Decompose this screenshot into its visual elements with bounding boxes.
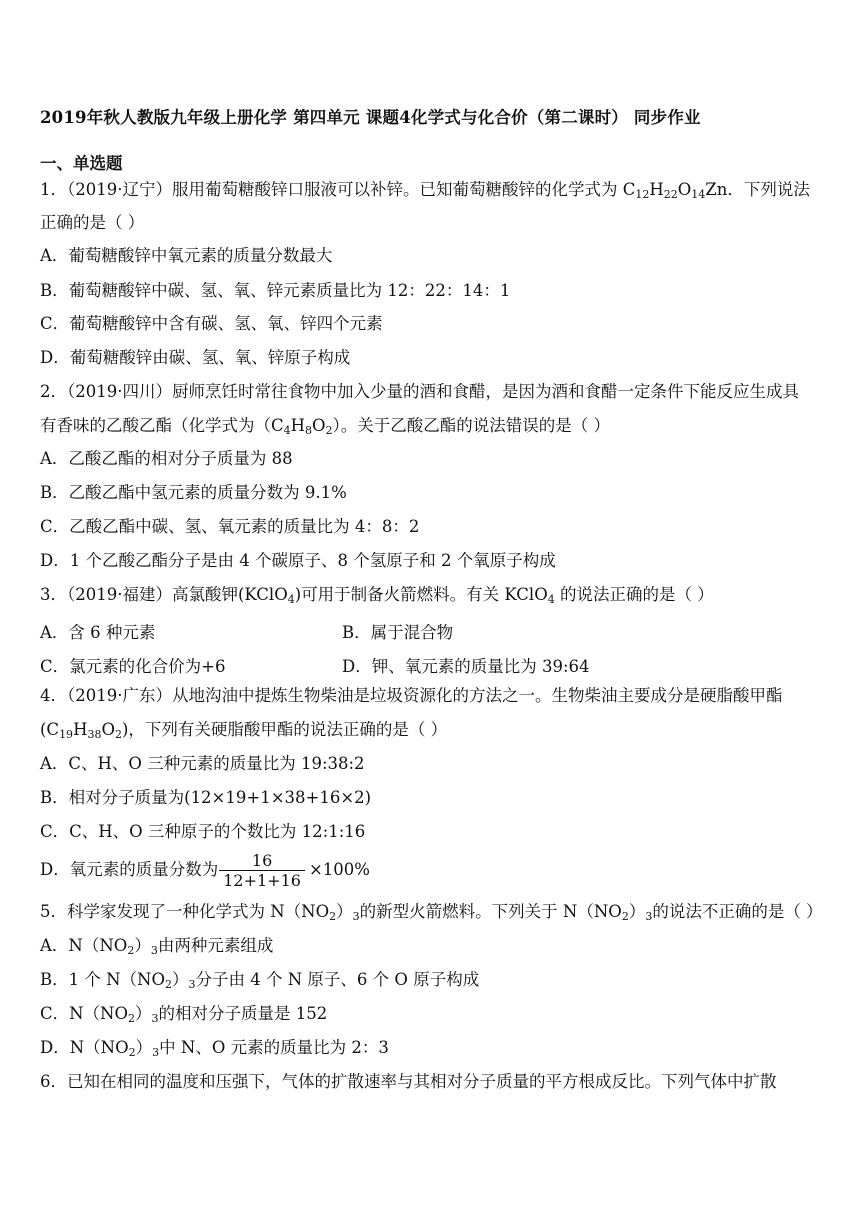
- document-title: 2019年秋人教版九年级上册化学 第四单元 课题4化学式与化合价（第二课时） 同步作业: [40, 108, 701, 127]
- q4-option-b: B．相对分子质量为(12×19+1×38+16×2): [40, 788, 372, 807]
- q2-option-d: D．1 个乙酸乙酯分子是由 4 个碳原子、8 个氢原子和 2 个氧原子构成: [40, 551, 556, 570]
- q3-option-a: A．含 6 种元素: [40, 623, 156, 642]
- q4-option-d: D．氧元素的质量分数为 $\frac{16}{12+1+16}$ ×100%: [40, 850, 370, 890]
- q5-option-b: B．1 个 N（NO2）3分子由 4 个 N 原子、6 个 O 原子构成: [40, 970, 480, 991]
- q1-option-a: A．葡萄糖酸锌中氧元素的质量分数最大: [40, 246, 333, 265]
- q3-option-c: C．氯元素的化合价为+6: [40, 657, 226, 676]
- q5-option-d: D．N（NO2）3中 N、O 元素的质量比为 2：3: [40, 1038, 389, 1059]
- q1-stem-line-2: 正确的是（ ）: [40, 213, 145, 232]
- q6-stem-line-1: 6．已知在相同的温度和压强下，气体的扩散速率与其相对分子质量的平方根成反比。下列气体中扩散: [40, 1072, 777, 1091]
- q1-stem-line-1: 1．（2019·辽宁）服用葡萄糖酸锌口服液可以补锌。已知葡萄糖酸锌的化学式为 $C_{12}H_{22}O_{14}Zn$．下列说法: [40, 180, 810, 201]
- q2-stem-line-2: 有香味的乙酸乙酯（化学式为$(C_4H_8O_2)$。关于乙酸乙酯的说法错误的是（ ）: [40, 416, 611, 437]
- q4-stem-line-2: $(C_{19}H_{38}O_2)$，下列有关硬脂酸甲酯的说法正确的是（ ）: [40, 720, 448, 741]
- q5-stem: 5．科学家发现了一种化学式为 N（NO2）3的新型火箭燃料。下列关于 N（NO2）3的说法不正确的是（ ）: [40, 902, 823, 923]
- mass-fraction: [219, 852, 305, 890]
- q3-option-d: D．钾、氧元素的质量比为 39:64: [342, 657, 590, 676]
- q5-option-a: A．N（NO2）3由两种元素组成: [40, 936, 274, 957]
- fraction-numerator: 16: [251, 850, 273, 870]
- q3-stem: 3．（2019·福建）高氯酸钾(KClO$_4$)可用于制备火箭燃料。有关 KClO$_4$ 的说法正确的是（ ）: [40, 585, 714, 606]
- q2-option-a: A．乙酸乙酯的相对分子质量为 88: [40, 449, 293, 468]
- q4-option-a: A．C、H、O 三种元素的质量比为 19:38:2: [40, 754, 365, 773]
- q5-option-c: C．N（NO2）3的相对分子质量是 152: [40, 1004, 328, 1025]
- q1-option-b: B．葡萄糖酸锌中碳、氢、氧、锌元素质量比为 12：22：14：1: [40, 281, 511, 300]
- q2-stem-line-1: 2．（2019·四川）厨师烹饪时常往食物中加入少量的酒和食醋，是因为酒和食醋一定条件下能反应生成具: [40, 382, 799, 401]
- q1-option-c: C．葡萄糖酸锌中含有碳、氢、氧、锌四个元素: [40, 314, 383, 333]
- q2-option-c: C．乙酸乙酯中碳、氢、氧元素的质量比为 4：8：2: [40, 517, 420, 536]
- section-heading: 一、单选题: [40, 154, 123, 173]
- q1-option-d: D．葡萄糖酸锌由碳、氢、氧、锌原子构成: [40, 348, 351, 367]
- fraction-denominator: 12+1+16: [219, 870, 305, 890]
- q2-option-b: B．乙酸乙酯中氢元素的质量分数为 9.1%: [40, 483, 347, 502]
- q4-option-c: C．C、H、O 三种原子的个数比为 12:1:16: [40, 822, 366, 841]
- q4-stem-line-1: 4．（2019·广东）从地沟油中提炼生物柴油是垃圾资源化的方法之一。生物柴油主要成分是硬脂酸甲酯: [40, 686, 783, 705]
- q3-option-b: B．属于混合物: [342, 623, 454, 642]
